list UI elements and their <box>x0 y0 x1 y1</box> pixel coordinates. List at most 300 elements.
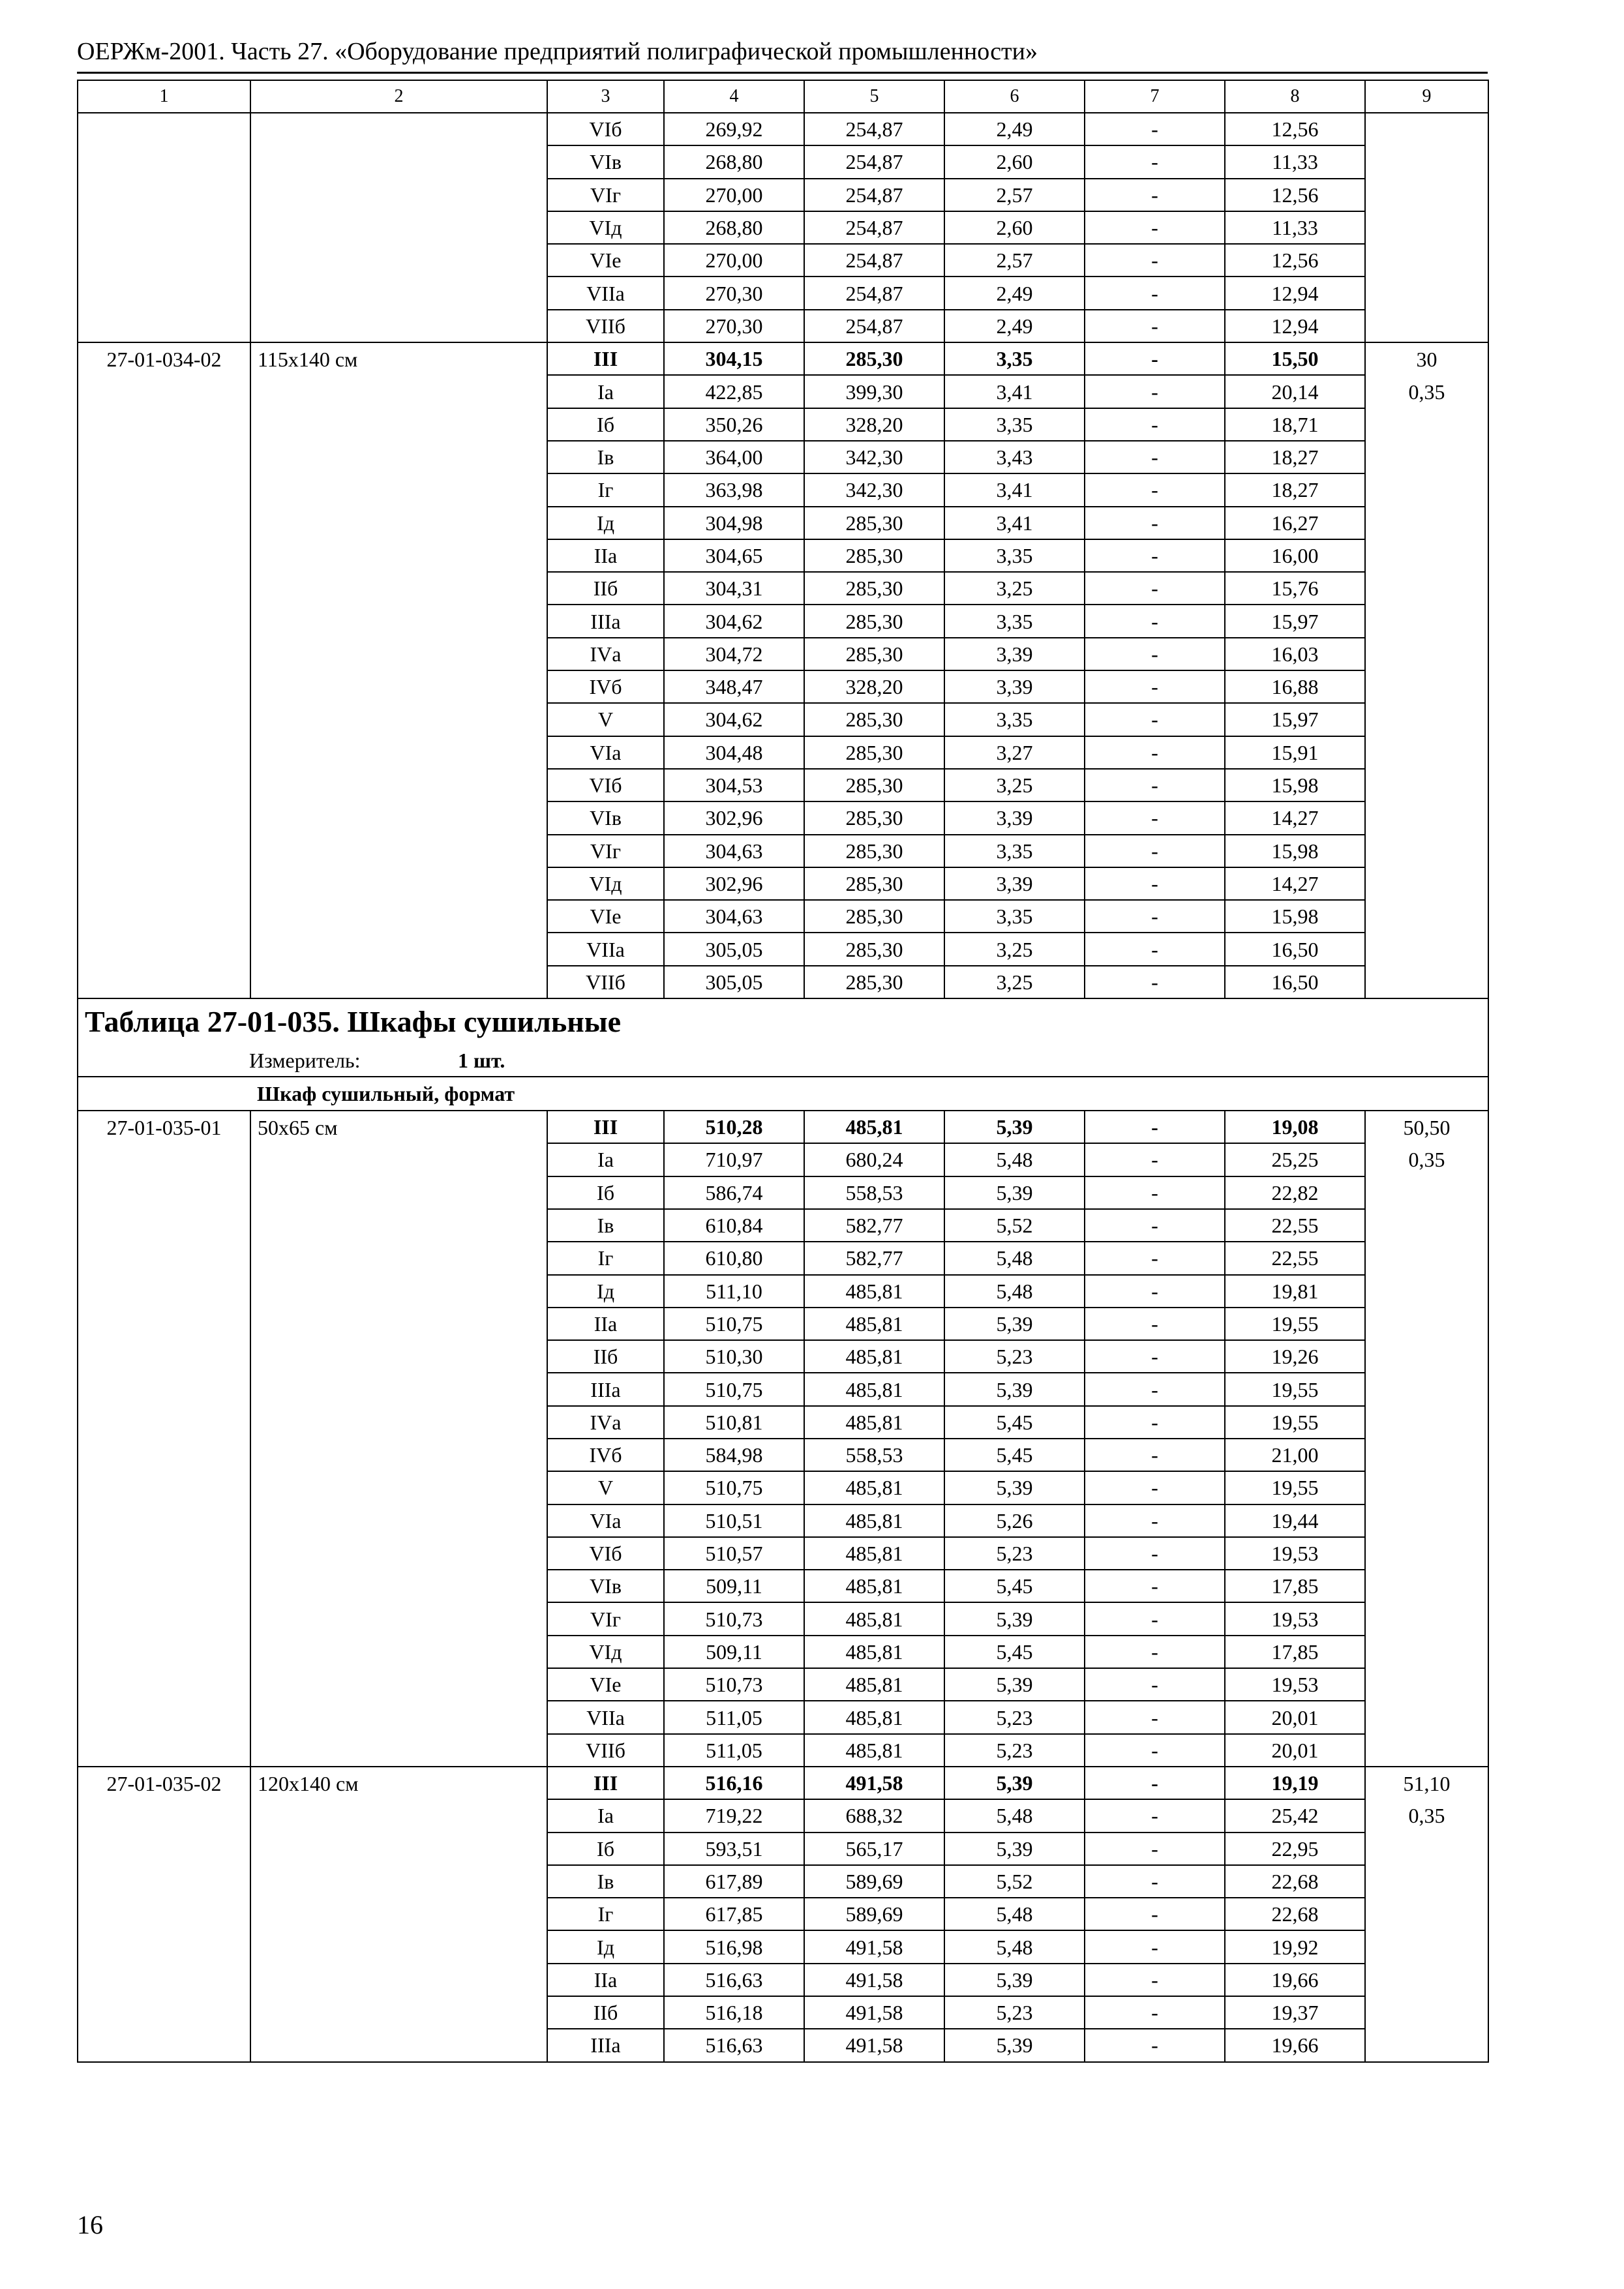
cell-col8: 16,50 <box>1225 966 1365 998</box>
cell-col6: 3,39 <box>944 867 1085 900</box>
table-row <box>78 441 1488 473</box>
cell-col4: 593,51 <box>664 1833 804 1865</box>
cell-col6: 3,25 <box>944 966 1085 998</box>
cell-col8: 15,97 <box>1225 605 1365 637</box>
cell-col5: 491,58 <box>804 1767 944 1799</box>
cell-col6: 3,35 <box>944 342 1085 375</box>
cell-col5: 688,32 <box>804 1799 944 1832</box>
cell-col5: 680,24 <box>804 1143 944 1176</box>
table-row <box>78 1504 1488 1537</box>
cell-col7: - <box>1085 2029 1225 2061</box>
cell-col8: 11,33 <box>1225 211 1365 244</box>
cell-col6: 3,41 <box>944 507 1085 539</box>
cell-col6: 5,39 <box>944 1373 1085 1405</box>
cell-col7: - <box>1085 1964 1225 1996</box>
cell-col3: VIг <box>547 835 664 867</box>
cell-col8: 19,44 <box>1225 1504 1365 1537</box>
table-title: Таблица 27-01-035. Шкафы сушильные <box>78 998 1488 1044</box>
cell-col5: 485,81 <box>804 1275 944 1308</box>
column-header-3: 3 <box>547 80 664 113</box>
cell-col4: 350,26 <box>664 408 804 441</box>
row-name <box>250 408 547 441</box>
measure-cell <box>78 1044 1488 1077</box>
cell-col6: 3,35 <box>944 408 1085 441</box>
row-name <box>250 1275 547 1308</box>
row-name <box>250 900 547 933</box>
cell-col8: 25,42 <box>1225 1799 1365 1832</box>
cell-col7: - <box>1085 1143 1225 1176</box>
cell-col9 <box>1365 1668 1488 1701</box>
row-name <box>250 1340 547 1373</box>
cell-col5: 285,30 <box>804 342 944 375</box>
row-name <box>250 113 547 145</box>
cell-col6: 3,35 <box>944 539 1085 572</box>
cell-col5: 285,30 <box>804 605 944 637</box>
cell-col7: - <box>1085 1570 1225 1602</box>
cell-col9 <box>1365 801 1488 834</box>
cell-col7: - <box>1085 113 1225 145</box>
cell-col6: 3,41 <box>944 375 1085 408</box>
cell-col9: 0,35 <box>1365 1799 1488 1832</box>
cell-col7: - <box>1085 801 1225 834</box>
row-name <box>250 310 547 342</box>
table-row <box>78 1275 1488 1308</box>
cell-col6: 3,35 <box>944 703 1085 736</box>
cell-col8: 12,94 <box>1225 277 1365 309</box>
row-code <box>78 801 250 834</box>
cell-col6: 2,49 <box>944 277 1085 309</box>
cell-col8: 15,91 <box>1225 736 1365 769</box>
cell-col7: - <box>1085 1439 1225 1471</box>
column-header-row <box>78 80 1488 113</box>
cell-col6: 5,23 <box>944 1996 1085 2029</box>
table-row <box>78 572 1488 605</box>
cell-col8: 22,95 <box>1225 1833 1365 1865</box>
cell-col7: - <box>1085 1930 1225 1963</box>
cell-col6: 3,35 <box>944 835 1085 867</box>
cell-col5: 342,30 <box>804 473 944 506</box>
cell-col8: 19,66 <box>1225 2029 1365 2061</box>
header-rule <box>77 72 1488 74</box>
table-row <box>78 2029 1488 2061</box>
cell-col7: - <box>1085 375 1225 408</box>
cell-col4: 516,63 <box>664 2029 804 2061</box>
cell-col9 <box>1365 572 1488 605</box>
cell-col6: 5,45 <box>944 1570 1085 1602</box>
cell-col4: 304,53 <box>664 769 804 801</box>
cell-col6: 5,52 <box>944 1209 1085 1242</box>
cell-col9 <box>1365 1602 1488 1635</box>
row-name <box>250 933 547 965</box>
section-spacer <box>78 1077 250 1111</box>
cell-col6: 5,45 <box>944 1636 1085 1668</box>
cell-col4: 270,30 <box>664 310 804 342</box>
cell-col5: 254,87 <box>804 277 944 309</box>
cell-col4: 363,98 <box>664 473 804 506</box>
cell-col5: 491,58 <box>804 1996 944 2029</box>
row-code <box>78 1308 250 1340</box>
row-name <box>250 1930 547 1963</box>
cell-col7: - <box>1085 1833 1225 1865</box>
cell-col9 <box>1365 638 1488 670</box>
cell-col3: III <box>547 1111 664 1143</box>
cell-col7: - <box>1085 933 1225 965</box>
cell-col4: 269,92 <box>664 113 804 145</box>
column-header-4: 4 <box>664 80 804 113</box>
cell-col9 <box>1365 966 1488 998</box>
cell-col3: IIб <box>547 1340 664 1373</box>
cell-col5: 285,30 <box>804 539 944 572</box>
row-name <box>250 539 547 572</box>
table-row <box>78 1308 1488 1340</box>
cell-col3: VIа <box>547 1504 664 1537</box>
row-code <box>78 2029 250 2061</box>
row-code <box>78 736 250 769</box>
cell-col8: 18,27 <box>1225 473 1365 506</box>
cell-col5: 254,87 <box>804 310 944 342</box>
row-code <box>78 1275 250 1308</box>
row-name <box>250 473 547 506</box>
cell-col3: IIб <box>547 1996 664 2029</box>
cell-col5: 485,81 <box>804 1537 944 1570</box>
cell-col8: 12,94 <box>1225 310 1365 342</box>
cell-col6: 5,39 <box>944 1668 1085 1701</box>
cell-col4: 422,85 <box>664 375 804 408</box>
row-code <box>78 277 250 309</box>
column-header-8: 8 <box>1225 80 1365 113</box>
cell-col5: 491,58 <box>804 2029 944 2061</box>
row-code <box>78 572 250 605</box>
cell-col6: 2,57 <box>944 179 1085 211</box>
cell-col9 <box>1365 1537 1488 1570</box>
cell-col8: 20,01 <box>1225 1734 1365 1767</box>
cell-col3: VIб <box>547 113 664 145</box>
cell-col4: 348,47 <box>664 670 804 703</box>
cell-col7: - <box>1085 1308 1225 1340</box>
row-code <box>78 1570 250 1602</box>
cell-col8: 22,82 <box>1225 1176 1365 1209</box>
cell-col3: VIIб <box>547 310 664 342</box>
cell-col8: 19,53 <box>1225 1668 1365 1701</box>
cell-col5: 485,81 <box>804 1111 944 1143</box>
row-name <box>250 244 547 277</box>
cell-col7: - <box>1085 1176 1225 1209</box>
row-code <box>78 1636 250 1668</box>
cell-col3: VIе <box>547 244 664 277</box>
cell-col5: 485,81 <box>804 1373 944 1405</box>
table-row <box>78 277 1488 309</box>
cell-col4: 302,96 <box>664 801 804 834</box>
cell-col9 <box>1365 1964 1488 1996</box>
cell-col6: 3,25 <box>944 769 1085 801</box>
cell-col6: 3,25 <box>944 572 1085 605</box>
row-code <box>78 1865 250 1898</box>
cell-col7: - <box>1085 736 1225 769</box>
cell-col6: 5,39 <box>944 1176 1085 1209</box>
price-table <box>77 80 1488 2063</box>
table-row <box>78 1964 1488 1996</box>
cell-col6: 5,48 <box>944 1898 1085 1930</box>
cell-col5: 589,69 <box>804 1865 944 1898</box>
cell-col5: 254,87 <box>804 179 944 211</box>
cell-col6: 5,48 <box>944 1799 1085 1832</box>
row-code <box>78 867 250 900</box>
table-row <box>78 1111 1488 1143</box>
row-name <box>250 835 547 867</box>
row-code <box>78 1799 250 1832</box>
table-row <box>78 1439 1488 1471</box>
table-row <box>78 375 1488 408</box>
table-row <box>78 900 1488 933</box>
table-row <box>78 1767 1488 1799</box>
row-code <box>78 244 250 277</box>
cell-col5: 485,81 <box>804 1734 944 1767</box>
table-row <box>78 1668 1488 1701</box>
cell-col6: 3,27 <box>944 736 1085 769</box>
row-name: 115х140 см <box>250 342 547 375</box>
cell-col4: 510,57 <box>664 1537 804 1570</box>
cell-col4: 304,62 <box>664 703 804 736</box>
cell-col8: 16,27 <box>1225 507 1365 539</box>
cell-col5: 485,81 <box>804 1406 944 1439</box>
cell-col3: VIд <box>547 867 664 900</box>
cell-col8: 19,26 <box>1225 1340 1365 1373</box>
cell-col4: 510,30 <box>664 1340 804 1373</box>
cell-col3: Iб <box>547 408 664 441</box>
row-code <box>78 310 250 342</box>
cell-col8: 15,76 <box>1225 572 1365 605</box>
cell-col9 <box>1365 113 1488 145</box>
cell-col4: 516,63 <box>664 1964 804 1996</box>
cell-col7: - <box>1085 835 1225 867</box>
cell-col4: 304,72 <box>664 638 804 670</box>
cell-col9 <box>1365 670 1488 703</box>
row-name <box>250 1504 547 1537</box>
cell-col4: 510,73 <box>664 1668 804 1701</box>
cell-col9 <box>1365 1209 1488 1242</box>
cell-col5: 491,58 <box>804 1964 944 1996</box>
cell-col3: VIа <box>547 736 664 769</box>
cell-col3: VIе <box>547 900 664 933</box>
cell-col4: 610,80 <box>664 1242 804 1274</box>
cell-col7: - <box>1085 769 1225 801</box>
column-header-1: 1 <box>78 80 250 113</box>
cell-col8: 16,00 <box>1225 539 1365 572</box>
cell-col7: - <box>1085 1471 1225 1504</box>
row-name <box>250 1537 547 1570</box>
cell-col4: 511,05 <box>664 1701 804 1733</box>
cell-col9 <box>1365 1406 1488 1439</box>
cell-col9 <box>1365 933 1488 965</box>
cell-col4: 516,16 <box>664 1767 804 1799</box>
row-name <box>250 211 547 244</box>
cell-col9 <box>1365 769 1488 801</box>
row-name <box>250 769 547 801</box>
cell-col4: 516,18 <box>664 1996 804 2029</box>
row-code: 27-01-035-02 <box>78 1767 250 1799</box>
cell-col6: 5,23 <box>944 1734 1085 1767</box>
cell-col8: 12,56 <box>1225 179 1365 211</box>
row-name <box>250 1833 547 1865</box>
table-row <box>78 1242 1488 1274</box>
cell-col5: 485,81 <box>804 1668 944 1701</box>
cell-col4: 304,65 <box>664 539 804 572</box>
cell-col7: - <box>1085 638 1225 670</box>
cell-col7: - <box>1085 867 1225 900</box>
table-row <box>78 1734 1488 1767</box>
cell-col5: 582,77 <box>804 1209 944 1242</box>
cell-col7: - <box>1085 179 1225 211</box>
cell-col7: - <box>1085 507 1225 539</box>
cell-col7: - <box>1085 1209 1225 1242</box>
cell-col5: 342,30 <box>804 441 944 473</box>
cell-col4: 710,97 <box>664 1143 804 1176</box>
cell-col6: 3,39 <box>944 638 1085 670</box>
row-code <box>78 1898 250 1930</box>
cell-col6: 2,49 <box>944 310 1085 342</box>
row-code <box>78 211 250 244</box>
cell-col6: 5,39 <box>944 1602 1085 1635</box>
row-code <box>78 835 250 867</box>
cell-col7: - <box>1085 1898 1225 1930</box>
cell-col5: 254,87 <box>804 211 944 244</box>
table-row <box>78 145 1488 178</box>
cell-col6: 5,48 <box>944 1275 1085 1308</box>
cell-col4: 584,98 <box>664 1439 804 1471</box>
cell-col3: VIб <box>547 1537 664 1570</box>
cell-col8: 12,56 <box>1225 244 1365 277</box>
row-code <box>78 1504 250 1537</box>
cell-col9 <box>1365 1504 1488 1537</box>
cell-col9 <box>1365 1373 1488 1405</box>
cell-col9 <box>1365 408 1488 441</box>
cell-col5: 485,81 <box>804 1504 944 1537</box>
table-row <box>78 1537 1488 1570</box>
row-code <box>78 507 250 539</box>
cell-col4: 510,75 <box>664 1471 804 1504</box>
cell-col3: III <box>547 1767 664 1799</box>
section-row <box>78 1077 1488 1111</box>
table-row <box>78 1799 1488 1832</box>
cell-col9 <box>1365 539 1488 572</box>
cell-col3: Iв <box>547 441 664 473</box>
row-code <box>78 1143 250 1176</box>
cell-col3: Iа <box>547 1143 664 1176</box>
row-code <box>78 145 250 178</box>
cell-col5: 285,30 <box>804 769 944 801</box>
cell-col7: - <box>1085 310 1225 342</box>
row-name <box>250 1734 547 1767</box>
row-name <box>250 1439 547 1471</box>
row-code <box>78 1701 250 1733</box>
cell-col9 <box>1365 736 1488 769</box>
row-code <box>78 605 250 637</box>
row-name <box>250 1406 547 1439</box>
table-row <box>78 638 1488 670</box>
cell-col4: 586,74 <box>664 1176 804 1209</box>
row-name <box>250 1602 547 1635</box>
cell-col8: 14,27 <box>1225 867 1365 900</box>
cell-col6: 3,35 <box>944 900 1085 933</box>
row-name <box>250 1570 547 1602</box>
row-code <box>78 638 250 670</box>
row-name <box>250 1636 547 1668</box>
table-row <box>78 1406 1488 1439</box>
row-code <box>78 1964 250 1996</box>
cell-col9 <box>1365 1176 1488 1209</box>
cell-col5: 285,30 <box>804 572 944 605</box>
cell-col9 <box>1365 1242 1488 1274</box>
cell-col8: 20,14 <box>1225 375 1365 408</box>
row-name <box>250 1176 547 1209</box>
cell-col6: 5,39 <box>944 1767 1085 1799</box>
cell-col9 <box>1365 835 1488 867</box>
table-row <box>78 1898 1488 1930</box>
cell-col7: - <box>1085 277 1225 309</box>
cell-col3: IIIа <box>547 2029 664 2061</box>
table-row <box>78 1701 1488 1733</box>
cell-col5: 285,30 <box>804 736 944 769</box>
cell-col3: IVа <box>547 1406 664 1439</box>
cell-col8: 18,27 <box>1225 441 1365 473</box>
cell-col7: - <box>1085 1537 1225 1570</box>
row-code <box>78 1439 250 1471</box>
cell-col4: 270,00 <box>664 179 804 211</box>
cell-col4: 510,51 <box>664 1504 804 1537</box>
cell-col4: 304,63 <box>664 900 804 933</box>
cell-col4: 304,15 <box>664 342 804 375</box>
row-code <box>78 1242 250 1274</box>
row-code <box>78 966 250 998</box>
cell-col7: - <box>1085 1799 1225 1832</box>
cell-col9 <box>1365 1734 1488 1767</box>
cell-col9 <box>1365 1701 1488 1733</box>
cell-col7: - <box>1085 1701 1225 1733</box>
row-name <box>250 179 547 211</box>
cell-col9: 0,35 <box>1365 1143 1488 1176</box>
cell-col9 <box>1365 277 1488 309</box>
cell-col9 <box>1365 703 1488 736</box>
cell-col5: 285,30 <box>804 933 944 965</box>
cell-col6: 5,45 <box>944 1439 1085 1471</box>
table-row <box>78 1471 1488 1504</box>
cell-col9 <box>1365 1898 1488 1930</box>
cell-col9 <box>1365 1340 1488 1373</box>
cell-col4: 268,80 <box>664 211 804 244</box>
cell-col5: 328,20 <box>804 670 944 703</box>
page-number: 16 <box>77 2210 103 2239</box>
cell-col9 <box>1365 310 1488 342</box>
row-code <box>78 1734 250 1767</box>
row-code <box>78 900 250 933</box>
cell-col5: 485,81 <box>804 1471 944 1504</box>
row-code <box>78 1471 250 1504</box>
cell-col4: 617,89 <box>664 1865 804 1898</box>
row-name <box>250 441 547 473</box>
table-row <box>78 769 1488 801</box>
table-row <box>78 310 1488 342</box>
cell-col7: - <box>1085 145 1225 178</box>
measure-value: 1 шт. <box>458 1048 505 1072</box>
cell-col3: VIг <box>547 179 664 211</box>
table-row <box>78 835 1488 867</box>
table-row <box>78 801 1488 834</box>
cell-col4: 304,63 <box>664 835 804 867</box>
cell-col3: III <box>547 342 664 375</box>
cell-col7: - <box>1085 1734 1225 1767</box>
row-name <box>250 507 547 539</box>
row-name: 120х140 см <box>250 1767 547 1799</box>
